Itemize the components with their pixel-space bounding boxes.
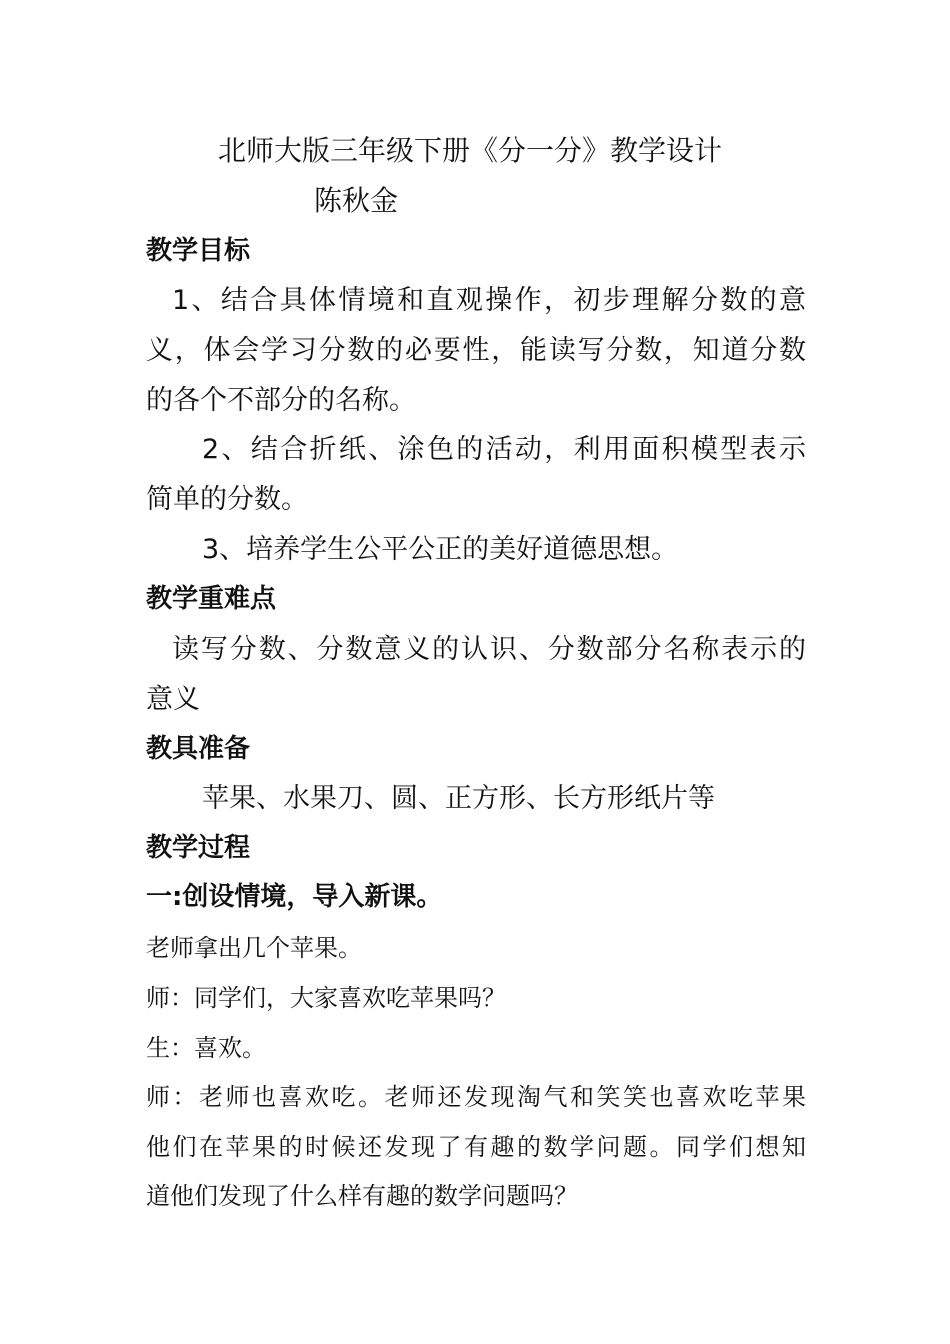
key-points-line-2: 意义 [146,684,200,715]
goal-3-line-1: 3、培养学生公平公正的美好道德思想。 [202,534,679,565]
process-paragraph-2: 师：同学们，大家喜欢吃苹果吗？ [146,984,506,1012]
section-heading-goals: 教学目标 [146,236,251,266]
goal-2-line-2: 简单的分数。 [146,484,308,515]
materials-line-1: 苹果、水果刀、圆、正方形、长方形纸片等 [202,783,715,814]
section-heading-process: 教学过程 [146,833,251,863]
section-heading-key-points: 教学重难点 [146,584,277,614]
key-points-line-1: 读写分数、分数意义的认识、分数部分名称表示的 [172,634,806,665]
process-paragraph-4-line-1: 师：老师也喜欢吃。老师还发现淘气和笑笑也喜欢吃苹果 [146,1083,806,1111]
goal-1-line-1: 1、结合具体情境和直观操作，初步理解分数的意 [172,285,806,316]
process-subheading: 一:创设情境，导入新课。 [146,882,443,912]
document-title: 北师大版三年级下册《分一分》教学设计 [218,134,723,167]
process-paragraph-3: 生：喜欢。 [146,1034,266,1062]
process-paragraph-1: 老师拿出几个苹果。 [146,934,362,962]
document-author: 陈秋金 [314,184,399,217]
process-paragraph-4-line-3: 道他们发现了什么样有趣的数学问题吗？ [146,1182,578,1210]
section-heading-materials: 教具准备 [146,734,251,764]
goal-2-line-1: 2、结合折纸、涂色的活动，利用面积模型表示 [202,434,806,465]
goal-1-line-3: 的各个不部分的名称。 [146,385,416,416]
process-paragraph-4-line-2: 他们在苹果的时候还发现了有趣的数学问题。同学们想知 [146,1133,806,1161]
goal-1-line-2: 义，体会学习分数的必要性，能读写分数，知道分数 [146,335,806,366]
